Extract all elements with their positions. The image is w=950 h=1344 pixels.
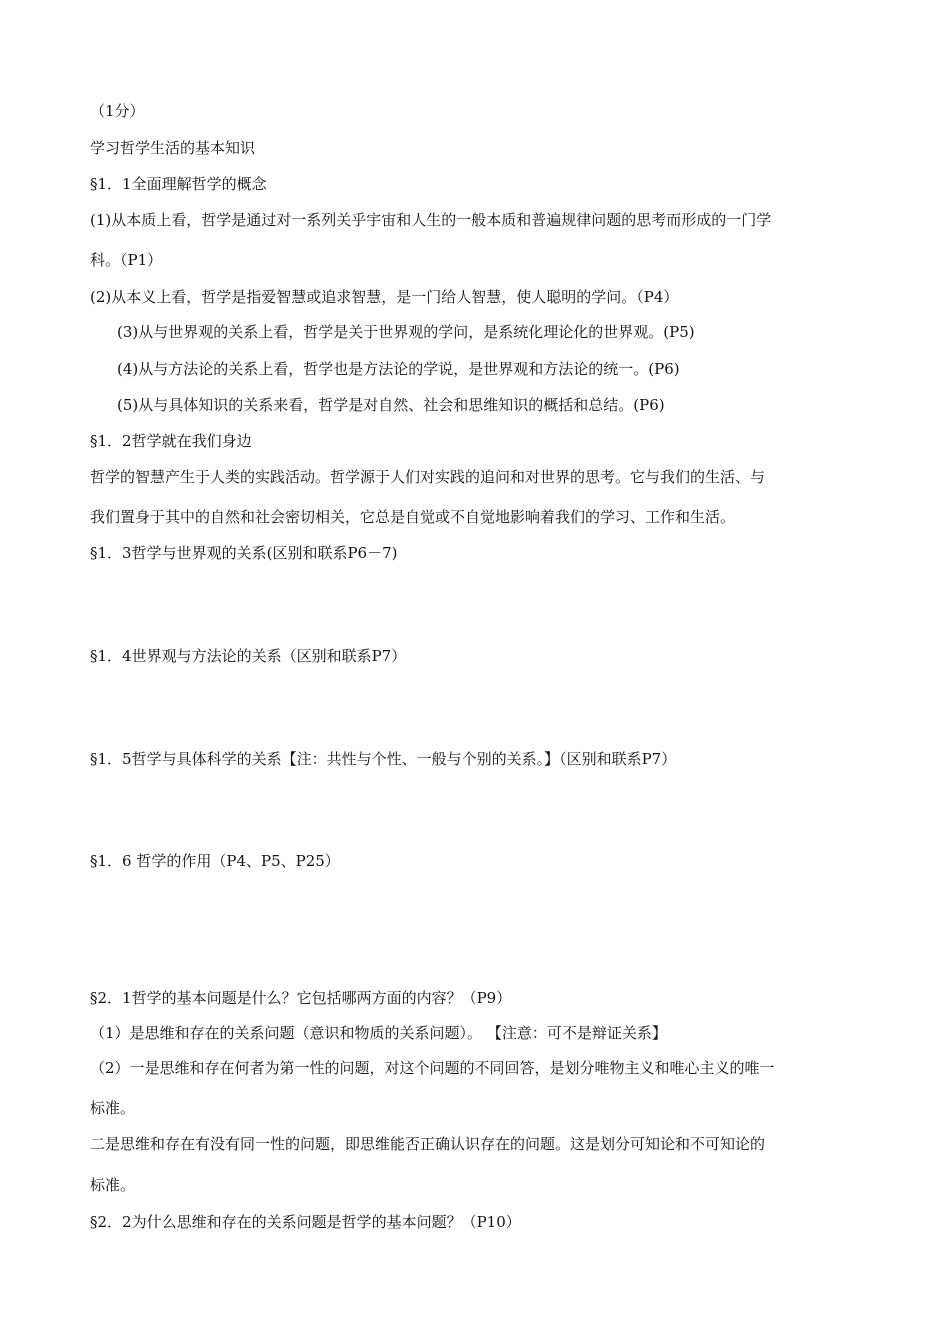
subsection-heading: §2．2为什么思维和存在的关系问题是哲学的基本问题？（P10） <box>90 1213 521 1231</box>
paragraph-line: 标准。 <box>90 1176 136 1194</box>
subsection-heading: §1．6 哲学的作用（P4、P5、P25） <box>90 852 340 870</box>
subsection-heading: §2．1哲学的基本问题是什么？它包括哪两方面的内容？（P9） <box>90 989 512 1007</box>
paragraph-line: 二是思维和存在有没有同一性的问题，即思维能否正确认识存在的问题。这是划分可知论和不可知论的 <box>90 1135 766 1153</box>
paragraph-line: （1）是思维和存在的关系问题（意识和物质的关系问题）。 【注意：可不是辩证关系】 <box>90 1024 667 1042</box>
paragraph-line: 哲学的智慧产生于人类的实践活动。哲学源于人们对实践的追问和对世界的思考。它与我们的生活、与 <box>90 468 766 486</box>
paragraph-line: （2）一是思维和存在何者为第一性的问题，对这个问题的不同回答，是划分唯物主义和唯心主义的唯一 <box>90 1059 775 1077</box>
paragraph-line: 我们置身于其中的自然和社会密切相关，它总是自觉或不自觉地影响着我们的学习、工作和生活。 <box>90 508 736 526</box>
paragraph-line: (1)从本质上看，哲学是通过对一系列关乎宇宙和人生的一般本质和普遍规律问题的思考而形成的一门学 <box>90 211 772 229</box>
subsection-heading: §1．4世界观与方法论的关系（区别和联系P7） <box>90 647 407 665</box>
score-note: （1分） <box>90 102 145 120</box>
paragraph-line: (4)从与方法论的关系上看，哲学也是方法论的学说，是世界观和方法论的统一。(P6) <box>117 360 680 378</box>
paragraph-line: (2)从本义上看，哲学是指爱智慧或追求智慧，是一门给人智慧，使人聪明的学问。（P4） <box>90 288 679 306</box>
paragraph-line: 科。（P1） <box>90 251 163 269</box>
paragraph-line: (3)从与世界观的关系上看，哲学是关于世界观的学问，是系统化理论化的世界观。(P5) <box>117 323 695 341</box>
subsection-heading: §1．5哲学与具体科学的关系【注：共性与个性、一般与个别的关系。】（区别和联系P7） <box>90 750 677 768</box>
paragraph-line: 标准。 <box>90 1099 136 1117</box>
subsection-heading: §1．2哲学就在我们身边 <box>90 432 252 450</box>
section-heading: 学习哲学生活的基本知识 <box>90 139 256 157</box>
subsection-heading: §1．1全面理解哲学的概念 <box>90 175 267 193</box>
paragraph-line: (5)从与具体知识的关系来看，哲学是对自然、社会和思维知识的概括和总结。(P6) <box>117 396 665 414</box>
subsection-heading: §1．3哲学与世界观的关系(区别和联系P6－7) <box>90 544 398 562</box>
